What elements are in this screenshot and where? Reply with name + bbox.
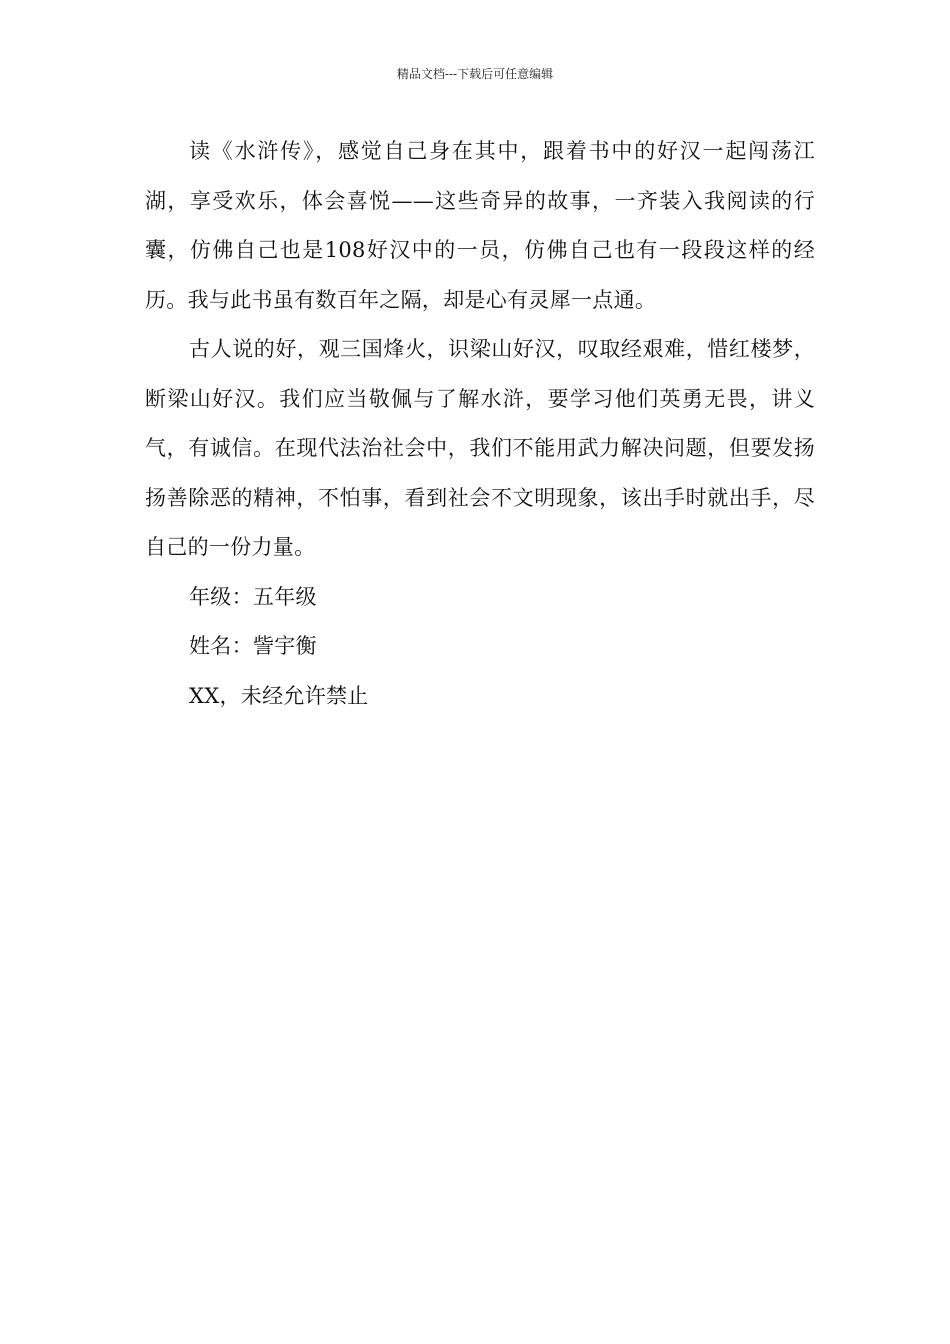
paragraph-1: 读《水浒传》，感觉自己身在其中，跟着书中的好汉一起闯荡江湖，享受欢乐，体会喜悦——这些奇异的故事，一齐装入我阅读的行囊，仿佛自己也是108好汉中的一员，仿佛自己也有一段段这样的经历。我与此书虽有数百年之隔，却是心有灵犀一点通。 xyxy=(145,139,815,312)
paragraph-2: 古人说的好，观三国烽火，识梁山好汉，叹取经艰难，惜红楼梦，断梁山好汉。我们应当敬佩与了解水浒，要学习他们英勇无畏，讲义气，有诚信。在现代法治社会中，我们不能用武力解决问题，但要发扬扬善除恶的精神，不怕事，看到社会不文明现象，该出手时就出手，尽自己的一份力量。 xyxy=(145,337,815,559)
document-body xyxy=(145,127,815,721)
grade-line: 年级：五年级 xyxy=(189,584,317,609)
author-name-line: 姓名：訾宇衡 xyxy=(189,634,317,658)
footer-note: XX，未经允许禁止 xyxy=(189,683,369,708)
page-header: 精品文档---下载后可任意编辑 xyxy=(396,67,554,81)
